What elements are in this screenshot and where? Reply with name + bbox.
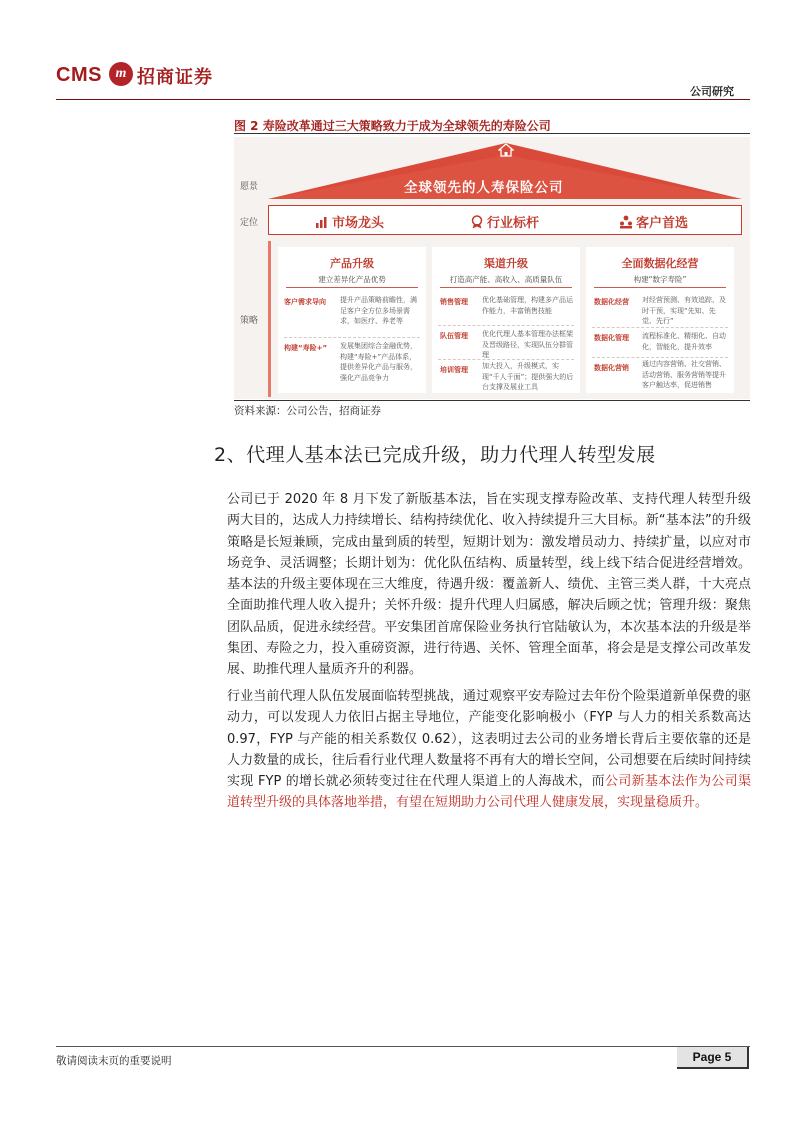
row-label: 队伍管理 [440, 332, 468, 340]
vision-text: 全球领先的人寿保险公司 [404, 180, 564, 196]
position-customer-choice [619, 212, 688, 231]
column-title: 渠道升级 [484, 257, 528, 270]
row-text: 发展集团综合金融优势，构建“寿险+”产品体系，提供差异化产品与服务，强化产品竞争力 [340, 342, 417, 382]
page-number: Page 5 [677, 1047, 749, 1069]
award-icon [470, 215, 484, 229]
figure-bottom-rule [234, 400, 750, 401]
logo-cms: CMS [56, 64, 102, 86]
row-text: 流程标准化、精细化、自动化，智能化，提升效率 [642, 332, 726, 351]
figure-source: 资料来源：公司公告，招商证券 [234, 405, 381, 417]
label-vision: 愿景 [240, 182, 259, 192]
row-text: 提升产品策略前瞻性，满足客户全方位多场景需求，如医疗、养老等 [340, 296, 417, 325]
row-text: 对经营预测、有效追踪、及时干预，实现“先知、先觉、先行” [642, 296, 726, 325]
column-title: 产品升级 [330, 257, 374, 270]
row-label: 客户需求导向 [284, 298, 326, 306]
row-text: 优化基础管理，构建多产品运作能力，丰富销售技能 [482, 296, 573, 315]
logo-chinese: 招商证券 [137, 67, 213, 88]
paragraph-2-highlight: 公司新基本法作为公司渠道转型升级的具体落地举措，有望在短期助力公司代理人健康发展，实现量稳质升。 [227, 774, 751, 811]
header-section-label: 公司研究 [690, 85, 734, 98]
column-subtitle: 建立差异化产品优势 [318, 275, 386, 284]
row-separator [592, 327, 728, 328]
column-divider [286, 287, 418, 288]
row-label: 数据化管理 [594, 334, 629, 342]
footer-divider [56, 1046, 750, 1047]
row-label: 数据化营销 [594, 364, 629, 372]
header-divider [56, 99, 750, 100]
row-label: 培训管理 [440, 366, 468, 374]
section-heading: 2、代理人基本法已完成升级，助力代理人转型发展 [214, 444, 656, 466]
strategy-diagram [234, 137, 750, 399]
row-separator [438, 359, 574, 360]
label-position: 定位 [240, 218, 259, 228]
column-title: 全面数据化经营 [621, 257, 699, 270]
row-text: 通过内容营销、社交营销、活动营销、服务营销等提升客户触达率，促进销售 [642, 360, 726, 389]
label-strategy: 策略 [240, 316, 259, 326]
strategy-column-digital [586, 247, 734, 393]
house-icon [498, 143, 514, 157]
column-subtitle: 构建“数字寿险” [633, 275, 687, 284]
row-label: 构建“寿险+” [284, 344, 328, 352]
positioning-box [268, 205, 742, 235]
row-text: 优化代理人基本管理办法框架及晋级路径，实现队伍分群管理 [482, 330, 573, 359]
customers-icon [619, 215, 633, 229]
column-divider [594, 287, 726, 288]
bar-chart-icon [315, 216, 329, 228]
row-text: 加大投入，升级模式，实现“千人千面”；提供强大的后台支撑及展业工具 [482, 362, 574, 391]
position-label: 市场龙头 [332, 216, 385, 231]
strategy-bar [268, 241, 271, 397]
row-label: 数据化经营 [594, 298, 629, 306]
strategy-column-channel [432, 247, 580, 393]
strategy-column-product [278, 247, 426, 393]
figure-top-rule [234, 133, 750, 134]
column-subtitle: 打造高产能、高收入、高质量队伍 [449, 275, 563, 284]
figure-title: 图 2 寿险改革通过三大策略致力于成为全球领先的寿险公司 [234, 119, 551, 133]
paragraph-1: 公司已于 2020 年 8 月下发了新版基本法，旨在实现支撑寿险改革、支持代理人转型升级两大目的，达成人力持续增长、结构持续优化、收入持续提升三大目标。新“基本法”的升级策略是长短兼顾，完成由量到质的转型，短期计划为：激发增员动力、持续扩量，以应对市场竞争、灵活调整；长期计划为：优化队伍结构、质量转型，线上线下结合促进经营增效。基本法的升级主要体现在三大维度，待遇升级：覆盖新人、绩优、主管三类人群，十大亮点全面助推代理人收入提升；关怀升级：提升代理人归属感，解决后顾之忧；管理升级：聚焦团队品质，促进永续经营。平安集团首席保险业务执行官陆敏认为，本次基本法的升级是举集团、寿险之力，投入重磅资源，进行待遇、关怀、管理全面革，将会是是支撑公司改革发展、助推代理人量质齐升的利器。 [227, 492, 751, 678]
position-label: 行业标杆 [487, 216, 540, 231]
position-label: 客户首选 [636, 216, 689, 231]
column-divider [440, 287, 572, 288]
row-separator [592, 357, 728, 358]
logo-mark-icon: m [109, 62, 133, 86]
position-market-leader [315, 212, 384, 231]
row-label: 销售管理 [440, 298, 468, 306]
row-separator [438, 325, 574, 326]
paragraph-2 [227, 686, 751, 814]
paragraph-2-text: 行业当前代理人队伍发展面临转型挑战，通过观察平安寿险过去年份个险渠道新单保费的驱动力，可以发现人力依旧占据主导地位，产能变化影响极小（FYP 与人力的相关系数高达 0.97，FYP 与产能的相关系数仅 0.62），这表明过去公司的业务增长背后主要依靠的还是人力数量的成长，往后看行业代理人数量将不再有大的增长空间，公司想要在后续时间持续实现 FYP 的增长就必须转变过往在代理人渠道上的人海战术，而 [227, 689, 751, 790]
footer-disclaimer: 敬请阅读末页的重要说明 [56, 1055, 172, 1067]
row-separator [284, 337, 420, 338]
position-industry-benchmark [470, 212, 539, 231]
